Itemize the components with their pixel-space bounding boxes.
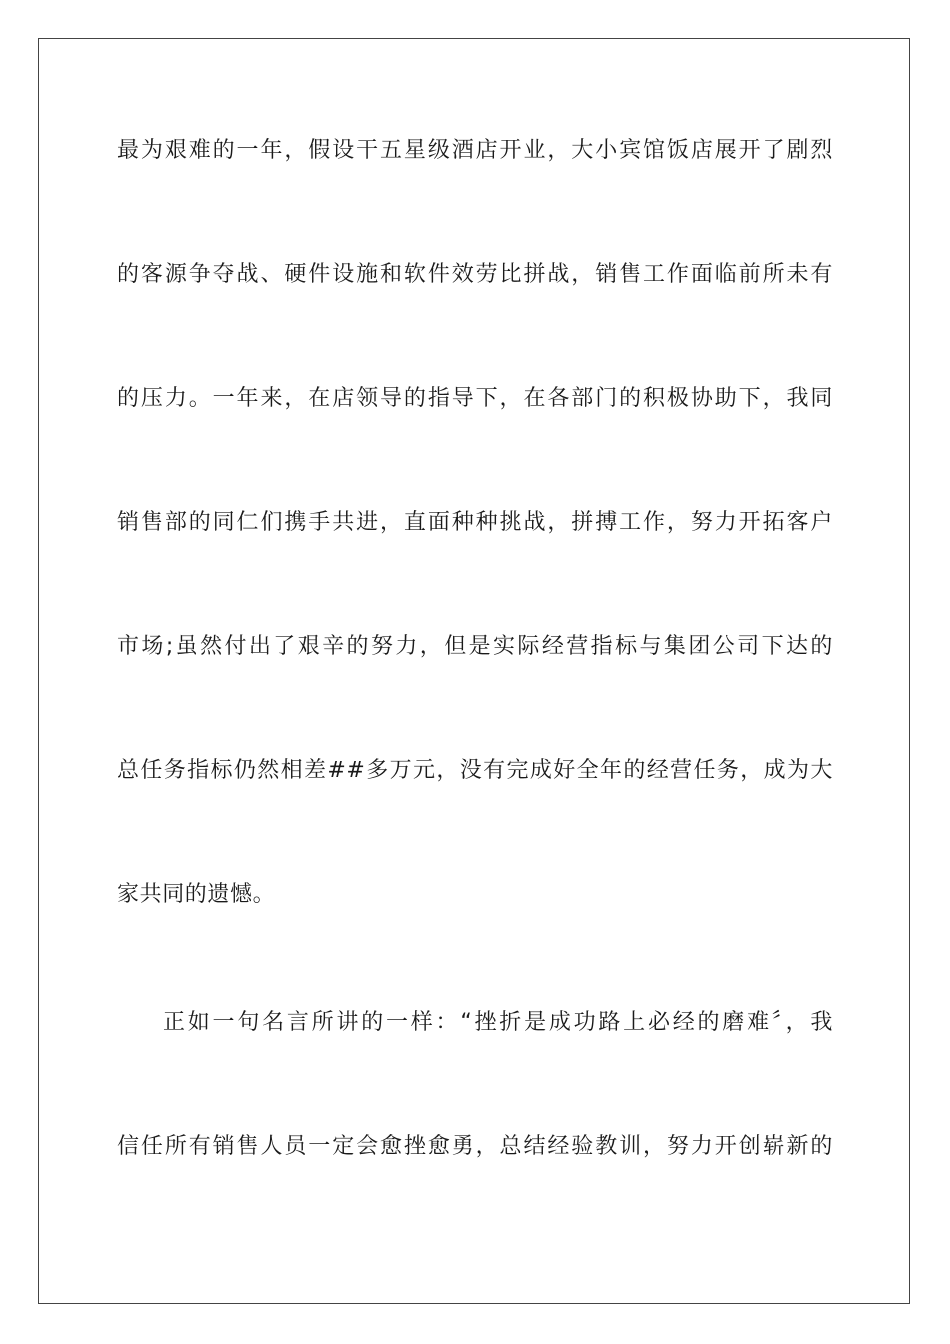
text-line-3: 的压力。一年来，在店领导的指导下，在各部门的积极协助下，我同 bbox=[117, 386, 833, 411]
text-line-8: 正如一句名言所讲的一样：“挫折是成功路上必经的磨难〞，我 bbox=[163, 1010, 833, 1035]
text-line-2: 的客源争夺战、硬件设施和软件效劳比拼战，销售工作面临前所未有 bbox=[117, 262, 833, 287]
text-line-7: 家共同的遗憾。 bbox=[117, 882, 276, 907]
text-line-9: 信任所有销售人员一定会愈挫愈勇，总结经验教训，努力开创崭新的 bbox=[117, 1134, 833, 1159]
text-line-4: 销售部的同仁们携手共进，直面种种挑战，拼搏工作，努力开拓客户 bbox=[117, 510, 833, 535]
page-border bbox=[38, 38, 910, 1304]
text-line-5: 市场;虽然付出了艰辛的努力，但是实际经营指标与集团公司下达的 bbox=[117, 634, 833, 659]
text-line-6: 总任务指标仍然相差##多万元，没有完成好全年的经营任务，成为大 bbox=[117, 758, 833, 783]
text-line-1: 最为艰难的一年，假设干五星级酒店开业，大小宾馆饭店展开了剧烈 bbox=[117, 138, 833, 163]
